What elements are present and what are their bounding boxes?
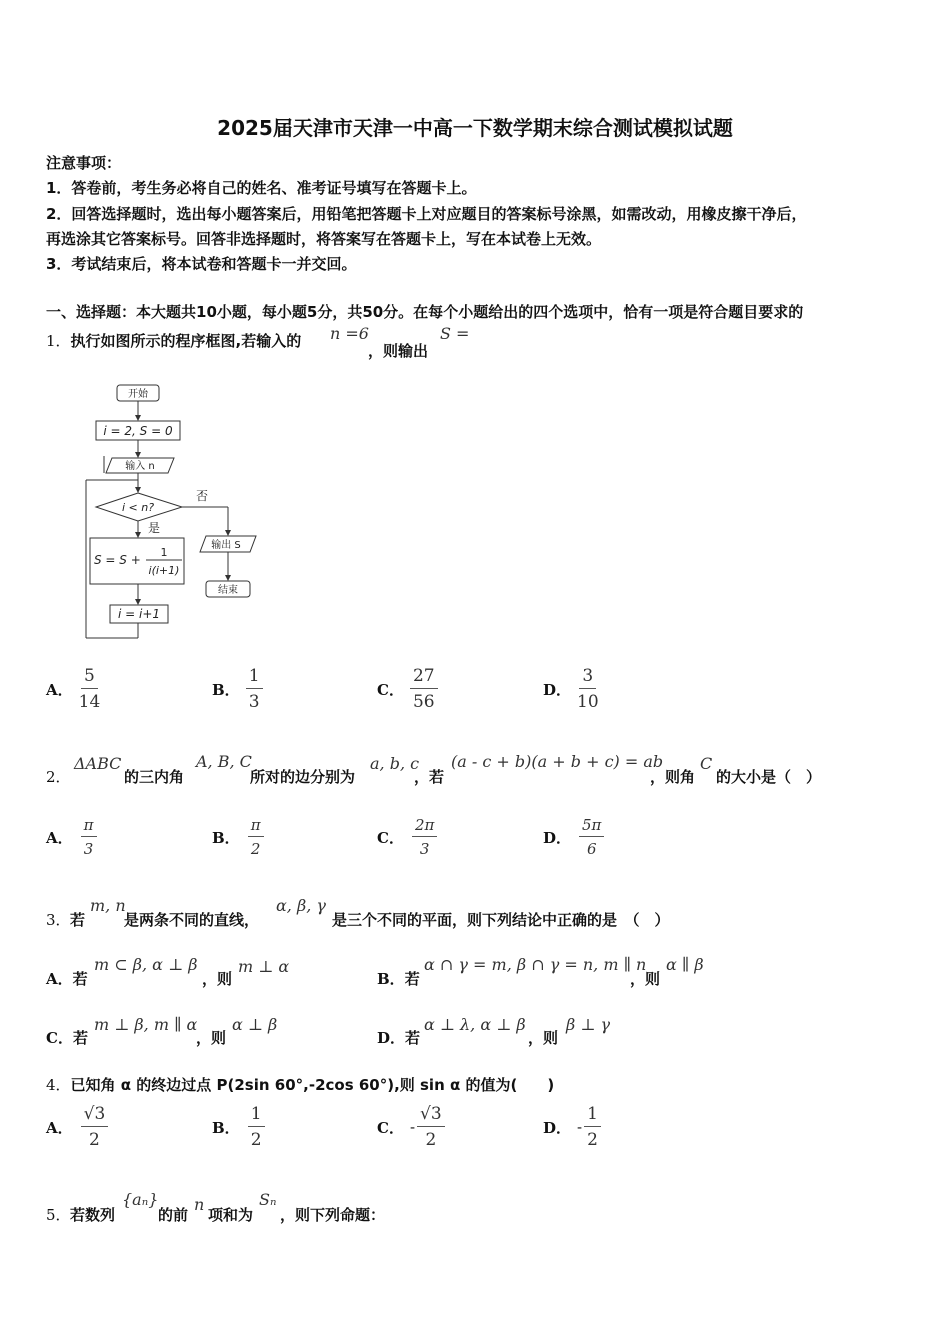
fraction: $\frac{5\pi}{6}$ — [579, 816, 604, 858]
option-b[interactable] — [212, 1104, 265, 1150]
option-d[interactable] — [377, 1027, 420, 1048]
fraction: $\frac{1}{3}$ — [246, 666, 263, 712]
question-text: ，则输出 — [368, 342, 429, 360]
option-label: C． — [377, 1118, 404, 1137]
option-b-result: α ∥ β — [666, 955, 704, 974]
math-sn: Sₙ — [259, 1190, 277, 1209]
question-number: 3． — [46, 911, 71, 929]
option-a[interactable] — [46, 816, 97, 858]
math-lines: m, n — [90, 896, 126, 915]
question-number: 4． — [46, 1076, 71, 1094]
fraction: $\frac{√3}{2}$ — [417, 1104, 445, 1150]
math-n: n =6 — [330, 324, 369, 343]
option-label: D． — [543, 680, 572, 699]
option-d[interactable] — [543, 816, 604, 858]
flow-output-label: 输出 S — [211, 540, 241, 551]
flow-init-label: i = 2, S = 0 — [103, 424, 173, 438]
question-text: 若 — [70, 911, 86, 929]
option-d[interactable] — [543, 666, 599, 712]
notice-item-2-cont: 再选涂其它答案标号。回答非选择题时，将答案写在答题卡上，写在本试卷上无效。 — [46, 230, 602, 248]
option-label: C． — [377, 828, 404, 847]
flow-no-label: 否 — [196, 489, 209, 503]
option-text: 若 — [404, 970, 420, 988]
option-text: ，则 — [202, 970, 233, 988]
notice-heading: 注意事项： — [46, 154, 122, 172]
option-label: B． — [212, 828, 240, 847]
question-number: 5． — [46, 1206, 71, 1224]
question-text: ，若 — [414, 768, 445, 786]
option-b[interactable] — [377, 968, 420, 989]
math-triangle: ΔABC — [74, 754, 122, 773]
fraction: $\frac{1}{2}$ — [248, 1104, 265, 1150]
math-sequence: {aₙ} — [122, 1190, 159, 1209]
math-angles: A, B, C — [196, 752, 252, 771]
option-text: 若 — [72, 970, 88, 988]
option-a[interactable] — [46, 1104, 108, 1150]
question-text: 的前 — [158, 1206, 189, 1224]
question-text: 执行如图所示的程序框图,若输入的 — [70, 332, 302, 350]
question-text: 的大小是（ ） — [716, 768, 822, 786]
math-sides: a, b, c — [370, 754, 420, 773]
option-label: B． — [212, 1118, 240, 1137]
notice-item-2: 2．回答选择题时，选出每小题答案后，用铅笔把答题卡上对应题目的答案标号涂黑，如需改动，用橡皮擦干净后， — [46, 205, 807, 223]
question-text: 已知角 α 的终边过点 P(2sin 60°,-2cos 60°),则 sin α 的值为( ) — [70, 1076, 555, 1094]
fraction: $\frac{1}{2}$ — [584, 1104, 601, 1150]
question-text: ，则下列命题： — [280, 1206, 386, 1224]
notice-item-1: 1．答卷前，考生务必将自己的姓名、准考证号填写在答题卡上。 — [46, 179, 477, 197]
option-label: A． — [46, 970, 73, 988]
option-label: D． — [543, 1118, 572, 1137]
option-label: A． — [46, 828, 73, 847]
flow-yes-label: 是 — [148, 521, 161, 535]
math-equation: (a - c + b)(a + b + c) = ab — [451, 752, 664, 771]
question-text: 是三个不同的平面，则下列结论中正确的是 （ ） — [332, 911, 670, 929]
question-text: 若数列 — [70, 1206, 116, 1224]
option-text: ，则 — [528, 1029, 559, 1047]
flow-start-label: 开始 — [128, 389, 148, 400]
option-text: ，则 — [630, 970, 661, 988]
option-c[interactable] — [377, 666, 438, 712]
option-d-math: α ⊥ λ, α ⊥ β — [424, 1015, 526, 1034]
fraction: $\frac{2\pi}{3}$ — [412, 816, 437, 858]
option-text: ，则 — [196, 1029, 227, 1047]
page-title: 2025届天津市天津一中高一下数学期末综合测试模拟试题 — [217, 116, 733, 140]
section-heading: 一、选择题：本大题共10小题，每小题5分，共50分。在每个小题给出的四个选项中，恰有一项是符合题目要求的 — [46, 303, 804, 321]
flow-update-label: S = S + — [94, 553, 141, 567]
option-a-math: m ⊂ β, α ⊥ β — [94, 955, 198, 974]
flow-update-den: i(i+1) — [148, 564, 180, 577]
option-c-math: m ⊥ β, m ∥ α — [94, 1015, 198, 1034]
option-label: B． — [377, 970, 405, 988]
option-c[interactable] — [46, 1027, 88, 1048]
question-number: 2． — [46, 768, 71, 786]
option-label: D． — [377, 1029, 406, 1047]
sign: - — [577, 1118, 583, 1136]
option-d[interactable] — [543, 1104, 601, 1150]
option-d-result: β ⊥ γ — [566, 1015, 611, 1034]
question-1 — [46, 330, 301, 351]
option-label: C． — [377, 680, 404, 699]
question-text: 项和为 — [208, 1206, 254, 1224]
option-b[interactable] — [212, 666, 263, 712]
question-number: 1． — [46, 332, 71, 350]
fraction: $\frac{\pi}{2}$ — [248, 816, 264, 858]
question-text: 的三内角 — [124, 768, 185, 786]
question-text: 是两条不同的直线， — [124, 911, 260, 929]
option-c[interactable] — [377, 816, 437, 858]
flow-cond-label: i < n? — [121, 501, 155, 514]
question-text: 所对的边分别为 — [250, 768, 356, 786]
flowchart — [80, 380, 270, 645]
option-c[interactable] — [377, 1104, 445, 1150]
flow-input-label: 输入 n — [125, 461, 155, 472]
math-planes: α, β, γ — [276, 896, 326, 915]
option-b-math: α ∩ γ = m, β ∩ γ = n, m ∥ n — [424, 955, 647, 974]
option-a[interactable] — [46, 968, 88, 989]
option-label: C． — [46, 1029, 73, 1047]
flow-end-label: 结束 — [218, 585, 238, 596]
option-a-result: m ⊥ α — [238, 957, 290, 976]
notice-item-3: 3．考试结束后，将本试卷和答题卡一并交回。 — [46, 255, 357, 273]
fraction: $\frac{√3}{2}$ — [81, 1104, 109, 1150]
option-b[interactable] — [212, 816, 264, 858]
option-text: 若 — [72, 1029, 88, 1047]
question-text: ，则角 — [650, 768, 696, 786]
question-4 — [46, 1074, 554, 1095]
flow-incr-label: i = i+1 — [117, 607, 161, 621]
fraction: $\frac{5}{14}$ — [78, 666, 101, 712]
fraction: $\frac{3}{10}$ — [577, 666, 599, 712]
math-c: C — [700, 754, 713, 773]
option-label: A． — [46, 1118, 73, 1137]
fraction: $\frac{\pi}{3}$ — [81, 816, 97, 858]
option-text: 若 — [405, 1029, 421, 1047]
fraction: $\frac{27}{56}$ — [410, 666, 438, 712]
option-a[interactable] — [46, 666, 100, 712]
option-label: A． — [46, 680, 73, 699]
sign: - — [409, 1118, 416, 1136]
option-c-result: α ⊥ β — [232, 1015, 278, 1034]
math-s: S = — [440, 324, 470, 343]
option-label: B． — [212, 680, 240, 699]
option-label: D． — [543, 828, 572, 847]
flow-update-num: 1 — [160, 546, 168, 559]
math-n: n — [194, 1195, 205, 1214]
